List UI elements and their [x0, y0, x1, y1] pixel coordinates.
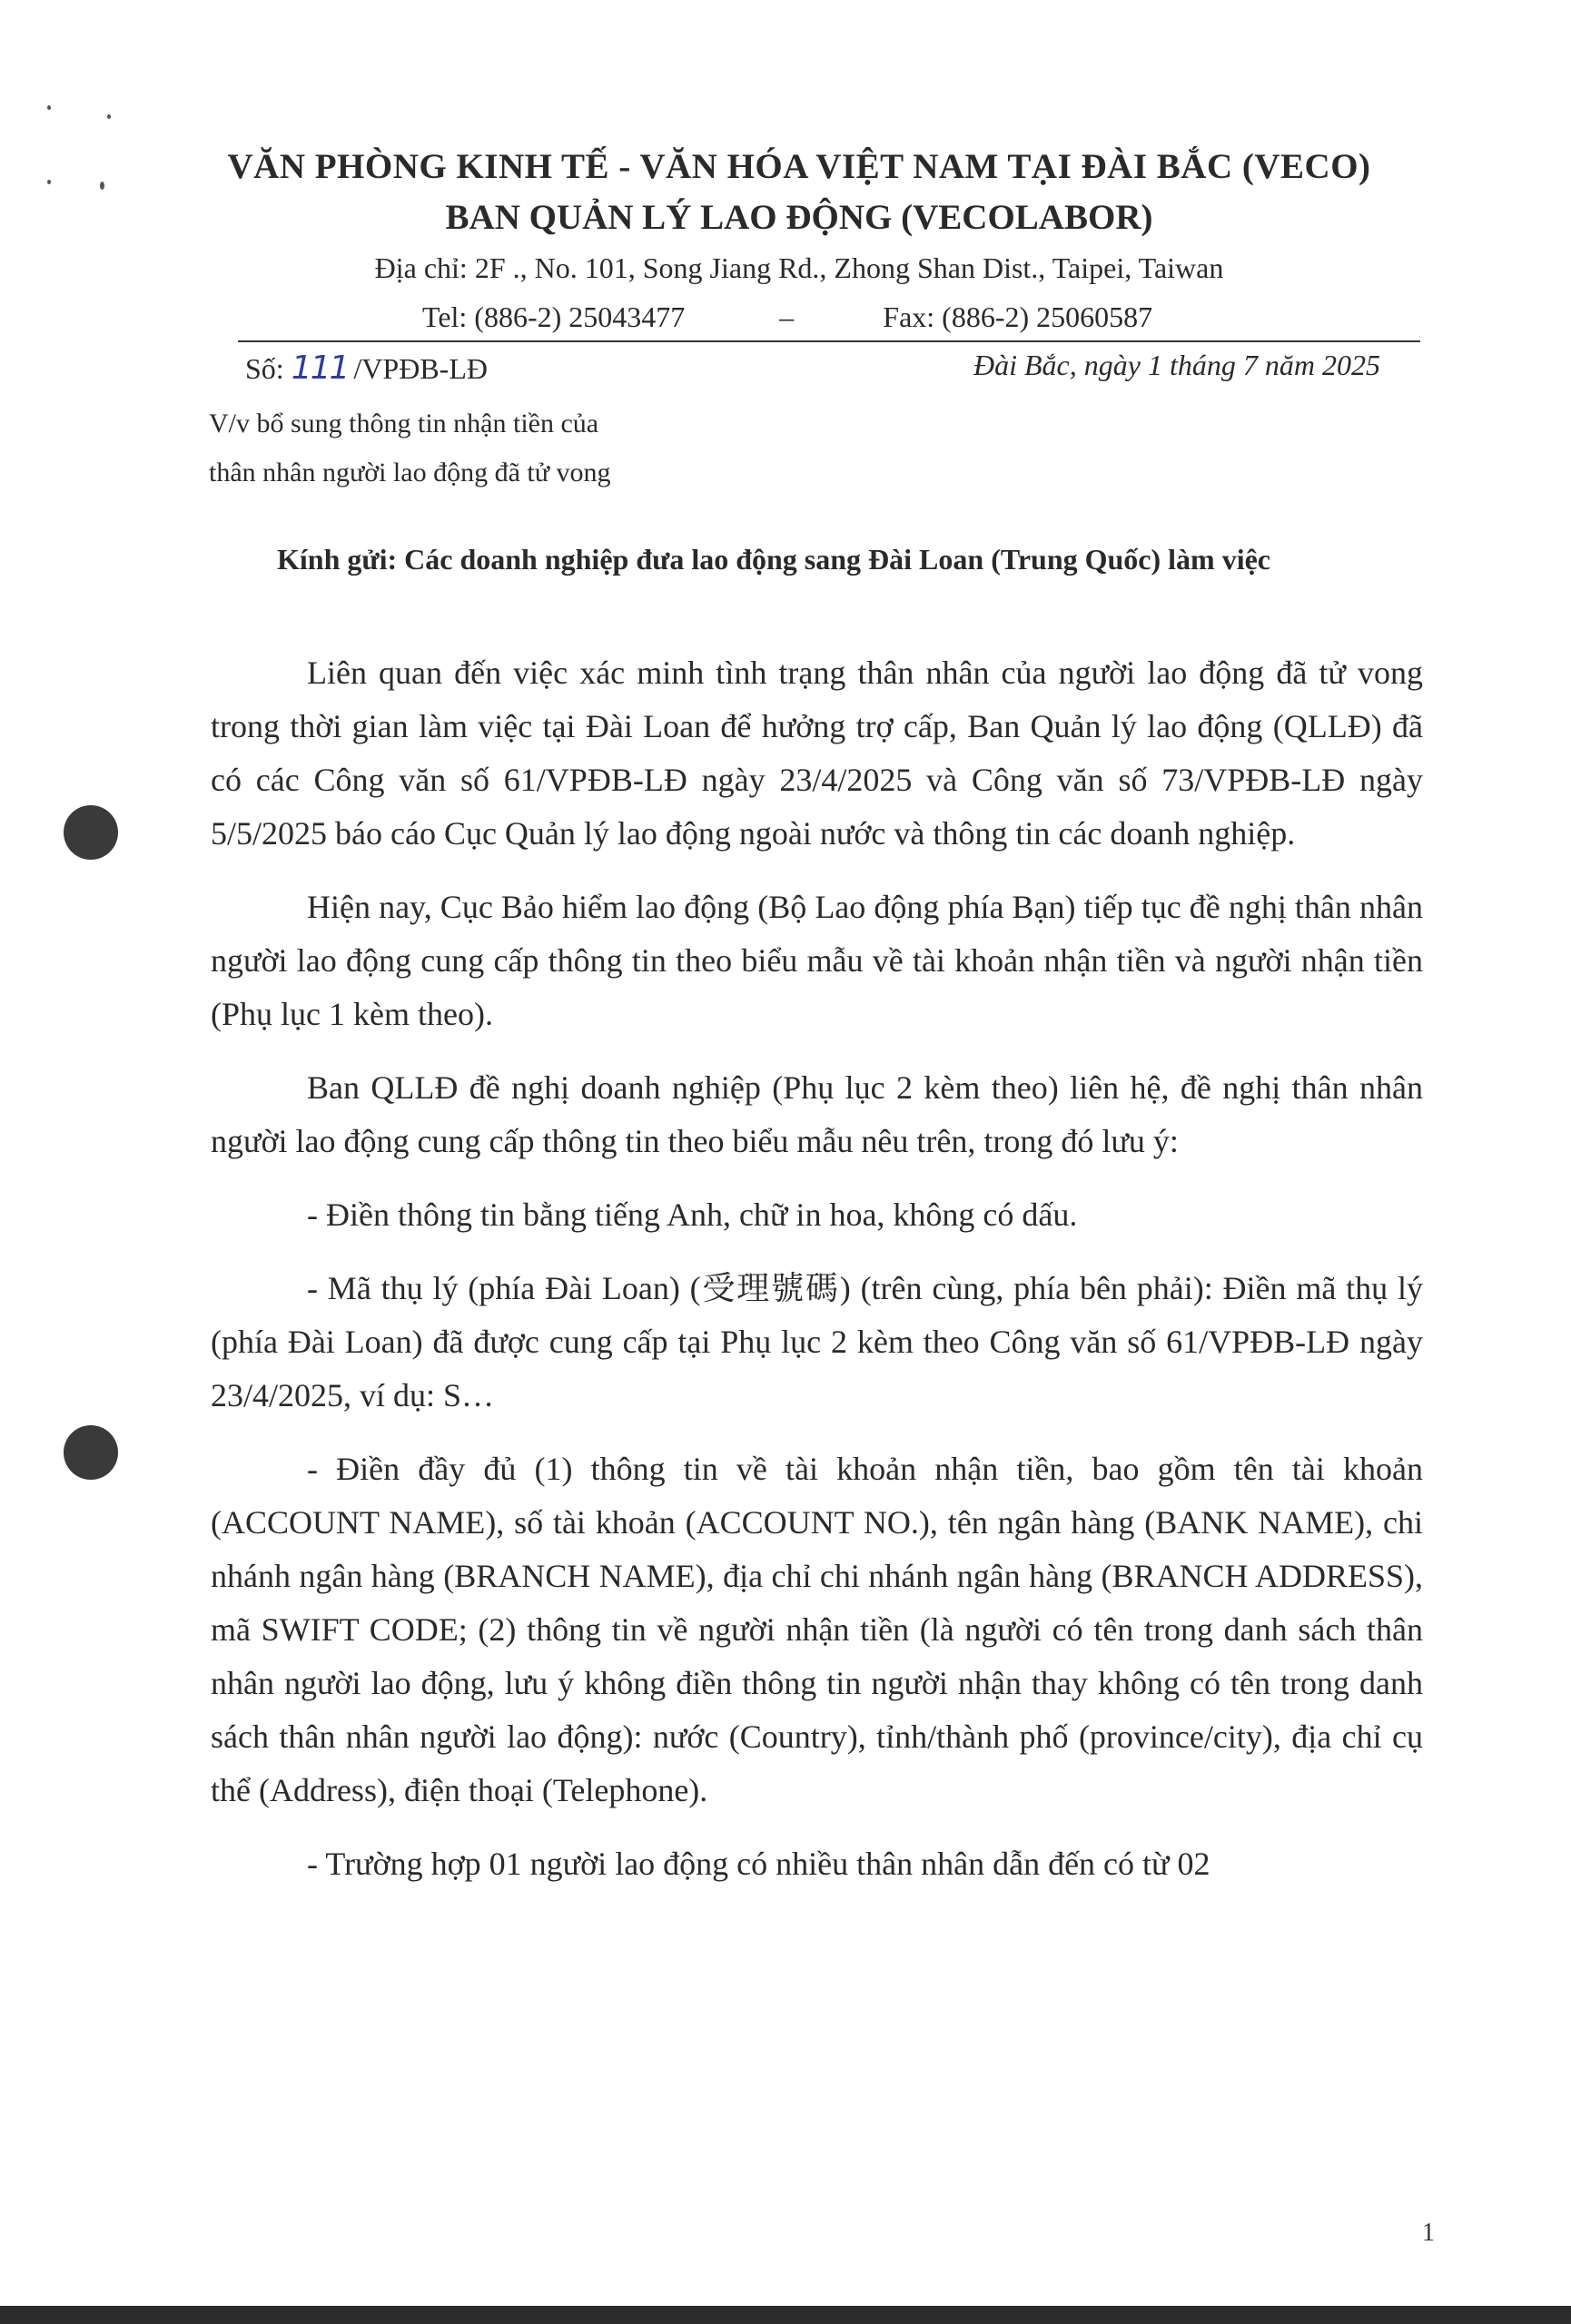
- subject-line: V/v bổ sung thông tin nhận tiền của: [209, 409, 599, 438]
- scan-speck: [47, 180, 51, 184]
- letter-body: [211, 646, 1423, 1911]
- scanner-edge: [0, 2306, 1571, 2324]
- recipient: Kính gửi: Các doanh nghiệp đưa lao động sang Đài Loan (Trung Quốc) làm việc: [277, 543, 1270, 576]
- department-name: BAN QUẢN LÝ LAO ĐỘNG (VECOLABOR): [445, 198, 1153, 237]
- document-date: Đài Bắc, ngày 1 tháng 7 năm 2025: [973, 349, 1380, 381]
- page-number: 1: [1422, 2219, 1435, 2247]
- subject-line: thân nhân người lao động đã tử vong: [209, 458, 611, 487]
- header-divider: [238, 340, 1420, 342]
- document-number-suffix: /VPĐB-LĐ: [353, 352, 488, 385]
- body-paragraph: - Điền thông tin bằng tiếng Anh, chữ in hoa, không có dấu.: [307, 1196, 1078, 1233]
- body-paragraph: - Mã thụ lý (phía Đài Loan) (受理號碼) (trên cùng, phía bên phải): Điền mã thụ lý (phía Đài Loan) đã được cung cấp tại Phụ lục 2 kèm theo Công văn số 61/VPĐB-LĐ ngày 23/4/2025, ví dụ: S…: [211, 1270, 1423, 1413]
- separator-dash: –: [779, 300, 795, 333]
- body-paragraph: Ban QLLĐ đề nghị doanh nghiệp (Phụ lục 2 kèm theo) liên hệ, đề nghị thân nhân người lao động cung cấp thông tin theo biểu mẫu nêu trên, trong đó lưu ý:: [211, 1069, 1423, 1159]
- subject: [209, 399, 717, 497]
- body-paragraph: Hiện nay, Cục Bảo hiểm lao động (Bộ Lao động phía Bạn) tiếp tục đề nghị thân nhân người lao động cung cấp thông tin theo biểu mẫu về tài khoản nhận tiền và người nhận tiền (Phụ lục 1 kèm theo).: [211, 889, 1423, 1032]
- document-number-prefix: Số:: [245, 352, 284, 385]
- punch-hole: [64, 1425, 118, 1480]
- handwritten-number: 111: [291, 350, 349, 387]
- body-paragraph: - Điền đầy đủ (1) thông tin về tài khoản nhận tiền, bao gồm tên tài khoản (ACCOUNT NAME), số tài khoản (ACCOUNT NO.), tên ngân hàng (BANK NAME), chi nhánh ngân hàng (BRANCH NAME), địa chỉ chi nhánh ngân hàng (BRANCH ADDRESS), mã SWIFT CODE; (2) thông tin về người nhận tiền (là người có tên trong danh sách thân nhân người lao động, lưu ý không điền thông tin người nhận thay không có tên trong danh sách thân nhân người lao động): nước (Country), tỉnh/thành phố (province/city), địa chỉ cụ thể (Address), điện thoại (Telephone).: [211, 1451, 1423, 1808]
- scan-speck: [100, 182, 104, 190]
- punch-hole: [64, 805, 118, 860]
- letterhead: [163, 142, 1435, 290]
- document-number: [245, 349, 488, 389]
- telephone: Tel: (886-2) 25043477: [422, 300, 686, 333]
- fax: Fax: (886-2) 25060587: [883, 300, 1153, 333]
- contact-line: [422, 298, 1421, 336]
- body-paragraph: Liên quan đến việc xác minh tình trạng thân nhân của người lao động đã tử vong trong thời gian làm việc tại Đài Loan để hưởng trợ cấp, Ban Quản lý lao động (QLLĐ) đã có các Công văn số 61/VPĐB-LĐ ngày 23/4/2025 và Công văn số 73/VPĐB-LĐ ngày 5/5/2025 báo cáo Cục Quản lý lao động ngoài nước và thông tin các doanh nghiệp.: [211, 655, 1423, 852]
- body-paragraph: - Trường hợp 01 người lao động có nhiều thân nhân dẫn đến có từ 02: [307, 1846, 1210, 1882]
- organization-name: VĂN PHÒNG KINH TẾ - VĂN HÓA VIỆT NAM TẠI ĐÀI BẮC (VECO): [227, 147, 1371, 186]
- address: Địa chỉ: 2F ., No. 101, Song Jiang Rd., Zhong Shan Dist., Taipei, Taiwan: [374, 251, 1224, 284]
- scan-speck: [47, 105, 51, 110]
- scan-speck: [107, 114, 111, 119]
